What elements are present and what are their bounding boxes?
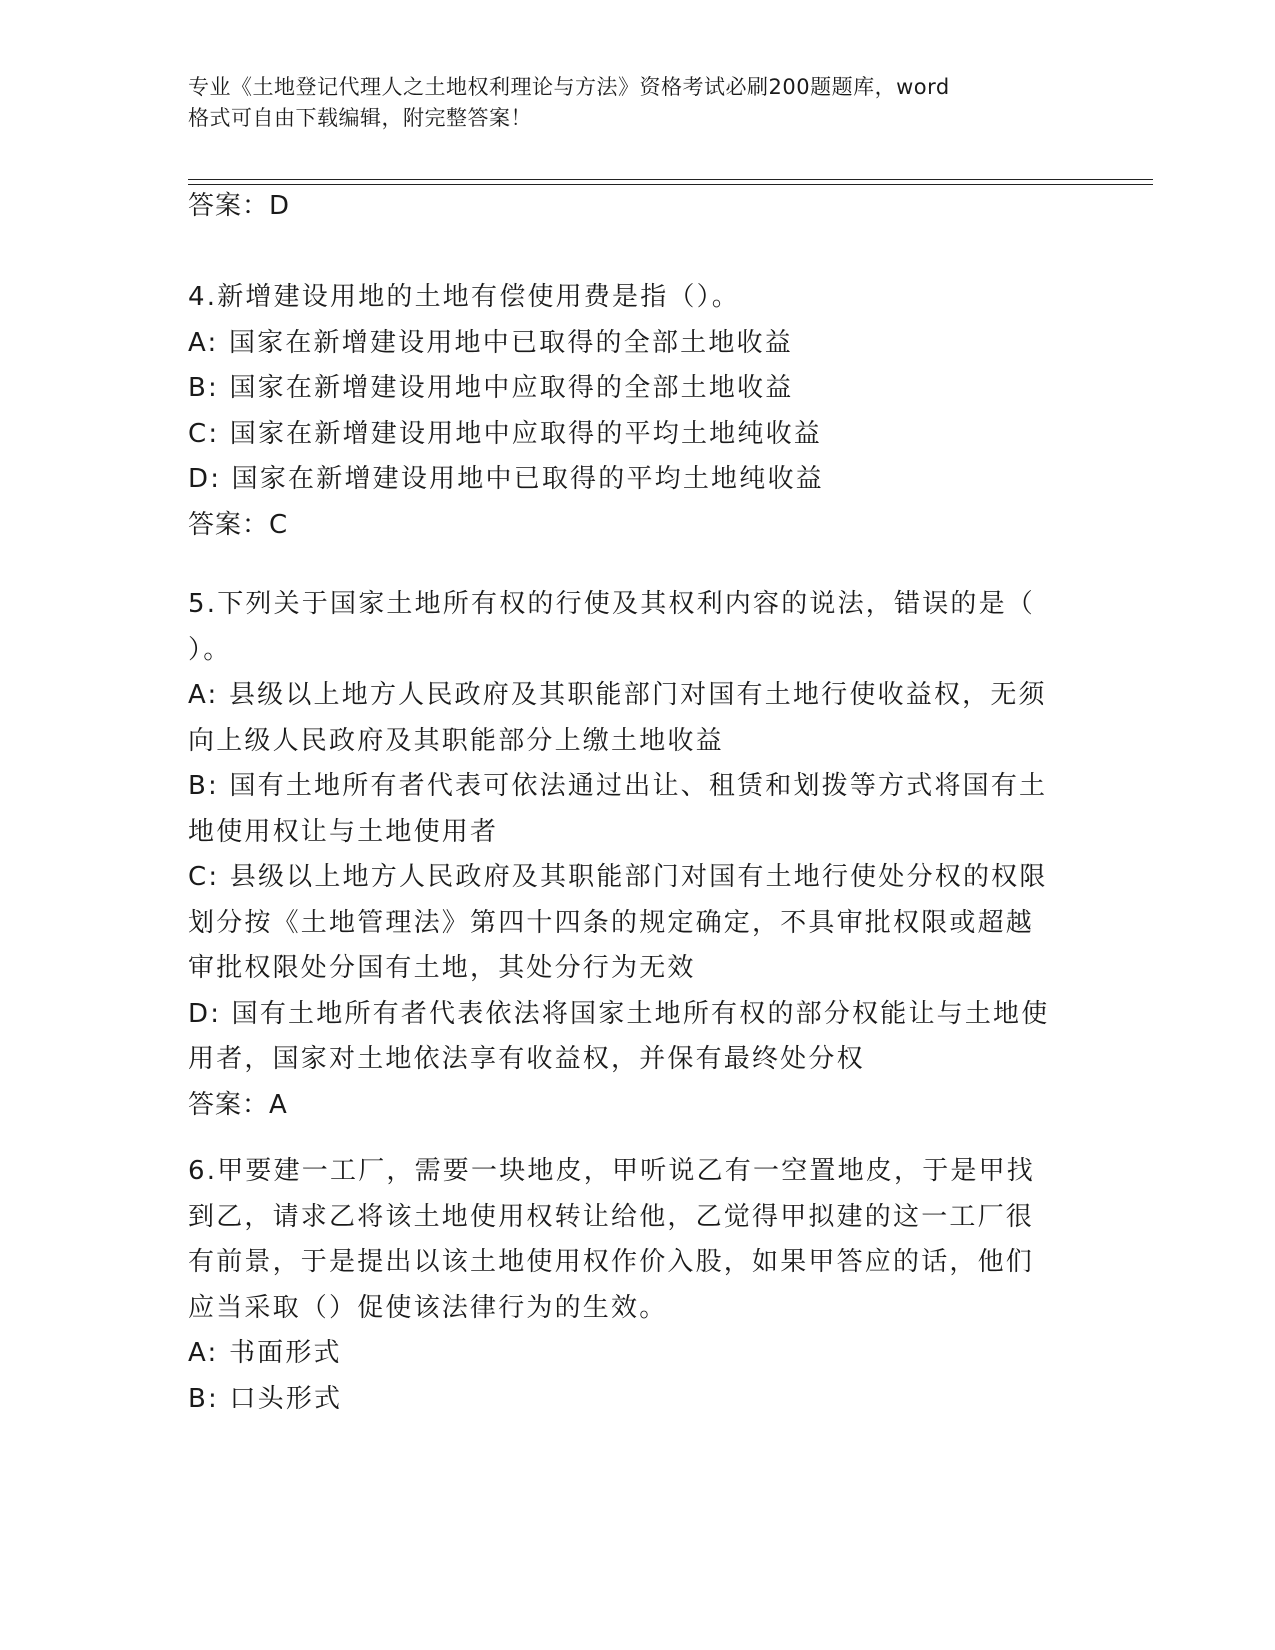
- question-4: [188, 275, 1068, 548]
- option-d-line-2: 用者，国家对土地依法享有收益权，并保有最终处分权: [188, 1044, 865, 1074]
- option-c-line-3: 审批权限处分国有土地，其处分行为无效: [188, 953, 696, 983]
- option-d: D: 国家在新增建设用地中已取得的平均土地纯收益: [188, 464, 824, 494]
- answer-label: 答案：A: [188, 1089, 288, 1120]
- question-6: [188, 1149, 1068, 1422]
- option-d-line-1: D: 国有土地所有者代表依法将国家土地所有权的部分权能让与土地使: [188, 998, 1050, 1029]
- header-line-1: 专业《土地登记代理人之土地权利理论与方法》资格考试必刷200题题库，word: [188, 75, 950, 99]
- question-stem-line-4: 应当采取（）促使该法律行为的生效。: [188, 1292, 668, 1323]
- question-5: [188, 582, 1068, 1128]
- option-b-line-1: B: 国有土地所有者代表可依法通过出让、租赁和划拨等方式将国有土: [188, 771, 1048, 801]
- option-c: C: 国家在新增建设用地中应取得的平均土地纯收益: [188, 418, 822, 449]
- option-c-line-2: 划分按《土地管理法》第四十四条的规定确定，不具审批权限或超越: [188, 907, 1035, 938]
- question-stem-line-2: 到乙，请求乙将该土地使用权转让给他，乙觉得甲拟建的这一工厂很: [188, 1201, 1035, 1232]
- answer-label: 答案：C: [188, 509, 289, 540]
- option-b: B: 口头形式: [188, 1383, 343, 1414]
- document-header: [188, 72, 1068, 134]
- option-a: A: 国家在新增建设用地中已取得的全部土地收益: [188, 327, 793, 358]
- option-a-line-2: 向上级人民政府及其职能部分上缴土地收益: [188, 725, 724, 756]
- question-stem-line-3: 有前景，于是提出以该土地使用权作价入股，如果甲答应的话，他们: [188, 1247, 1035, 1277]
- option-a: A: 书面形式: [188, 1338, 342, 1368]
- answer-label: 答案：D: [188, 191, 291, 221]
- previous-answer-block: [188, 184, 1068, 230]
- header-line-2: 格式可自由下载编辑，附完整答案！: [188, 106, 532, 130]
- header-rule-top: [188, 179, 1153, 180]
- question-stem-line-1: 5.下列关于国家土地所有权的行使及其权利内容的说法，错误的是（: [188, 589, 1036, 619]
- question-stem-line-2: ）。: [188, 634, 232, 665]
- option-b-line-2: 地使用权让与土地使用者: [188, 816, 499, 847]
- option-c-line-1: C: 县级以上地方人民政府及其职能部门对国有土地行使处分权的权限: [188, 862, 1048, 892]
- question-stem-line-1: 6.甲要建一工厂，需要一块地皮，甲听说乙有一空置地皮，于是甲找: [188, 1156, 1036, 1186]
- option-a-line-1: A: 县级以上地方人民政府及其职能部门对国有土地行使收益权，无须: [188, 680, 1047, 710]
- option-b: B: 国家在新增建设用地中应取得的全部土地收益: [188, 373, 794, 403]
- question-stem: 4.新增建设用地的土地有偿使用费是指（）。: [188, 282, 741, 312]
